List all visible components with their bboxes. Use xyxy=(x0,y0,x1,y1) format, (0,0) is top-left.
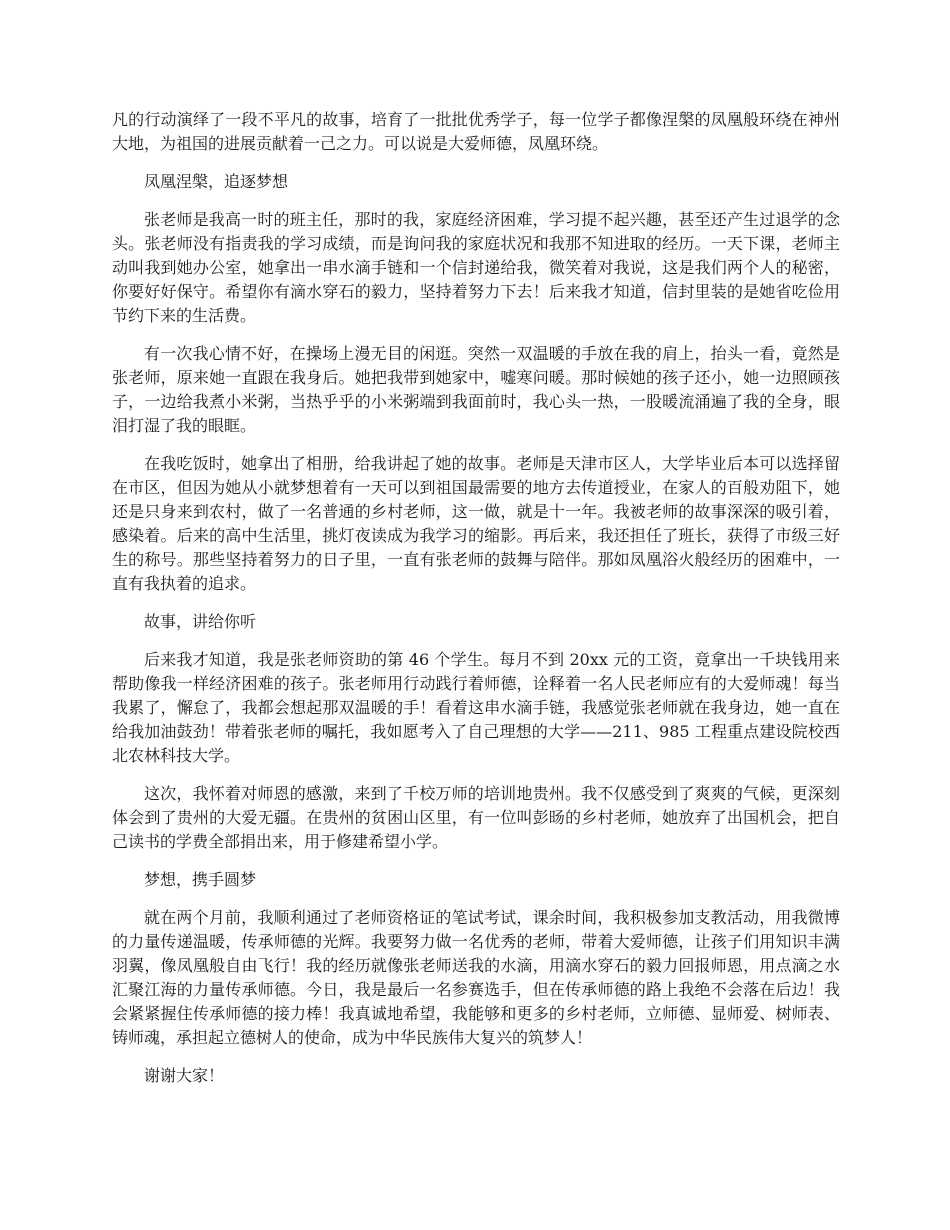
paragraph-body: 后来我才知道，我是张老师资助的第 46 个学生。每月不到 20xx 元的工资，竟拿出一千块钱用来帮助像我一样经济困难的孩子。张老师用行动践行着师德，诠释着一名人民老师应有的大爱师魂！每当我累了，懈怠了，我都会想起那双温暖的手！看着这串水滴手链，我感觉张老师就在我身边，她一直在给我加油鼓劲！带着张老师的嘱托，我如愿考入了自己理想的大学——211、985 工程重点建设院校西北农林科技大学。 xyxy=(112,650,840,765)
paragraph-body: 这次，我怀着对师恩的感激，来到了千校万师的培训地贵州。我不仅感受到了爽爽的气候，更深刻体会到了贵州的大爱无疆。在贵州的贫困山区里，有一位叫彭旸的乡村老师，她放弃了出国机会，把自己读书的学费全部捐出来，用于修建希望小学。 xyxy=(112,784,840,851)
paragraph-body: 就在两个月前，我顺利通过了老师资格证的笔试考试，课余时间，我积极参加支教活动，用我微博的力量传递温暖，传承师德的光辉。我要努力做一名优秀的老师，带着大爱师德，让孩子们用知识丰满羽翼，像凤凰般自由飞行！我的经历就像张老师送我的水滴，用滴水穿石的毅力回报师恩，用点滴之水汇聚江海的力量传承师德。今日，我是最后一名参赛选手，但在传承师德的路上我绝不会落在后边！我会紧紧握住传承师德的接力棒！我真诚地希望，我能够和更多的乡村老师，立师德、显师爱、树师表、铸师魂，承担起立德树人的使命，成为中华民族伟大复兴的筑梦人！ xyxy=(112,908,840,1047)
paragraph-body: 在我吃饭时，她拿出了相册，给我讲起了她的故事。老师是天津市区人，大学毕业后本可以选择留在市区，但因为她从小就梦想着有一天可以到祖国最需要的地方去传道授业，在家人的百般劝阻下，她还是只身来到农村，做了一名普通的乡村老师，这一做，就是十一年。我被老师的故事深深的吸引着，感染着。后来的高中生活里，挑灯夜读成为我学习的缩影。再后来，我还担任了班长，获得了市级三好生的称号。那些坚持着努力的日子里，一直有张老师的鼓舞与陪伴。那如凤凰浴火般经历的困难中，一直有我执着的追求。 xyxy=(112,454,840,593)
section-heading-story: 故事，讲给你听 xyxy=(144,612,257,631)
section-heading-dream: 梦想，携手圆梦 xyxy=(144,870,257,889)
paragraph-body: 有一次我心情不好，在操场上漫无目的闲逛。突然一双温暖的手放在我的肩上，抬头一看，竟然是张老师，原来她一直跟在我身后。她把我带到她家中，嘘寒问暖。那时候她的孩子还小，她一边照顾孩子，一边给我煮小米粥，当热乎乎的小米粥端到我面前时，我心头一热，一股暖流涌遍了我的全身，眼泪打湿了我的眼眶。 xyxy=(112,344,840,435)
paragraph-intro: 凡的行动演绎了一段不平凡的故事，培育了一批批优秀学子，每一位学子都像涅槃的凤凰般环绕在神州大地，为祖国的进展贡献着一己之力。可以说是大爱师德，凤凰环绕。 xyxy=(112,110,840,153)
paragraph-body: 张老师是我高一时的班主任，那时的我，家庭经济困难，学习提不起兴趣，甚至还产生过退学的念头。张老师没有指责我的学习成绩，而是询问我的家庭状况和我那不知进取的经历。一天下课，老师主动叫我到她办公室，她拿出一串水滴手链和一个信封递给我，微笑着对我说，这是我们两个人的秘密，你要好好保守。希望你有滴水穿石的毅力，坚持着努力下去！后来我才知道，信封里装的是她省吃俭用节约下来的生活费。 xyxy=(112,210,840,325)
section-heading-phoenix: 凤凰涅槃，追逐梦想 xyxy=(144,172,289,191)
closing-thanks: 谢谢大家！ xyxy=(144,1066,225,1085)
document-page xyxy=(112,108,840,1102)
